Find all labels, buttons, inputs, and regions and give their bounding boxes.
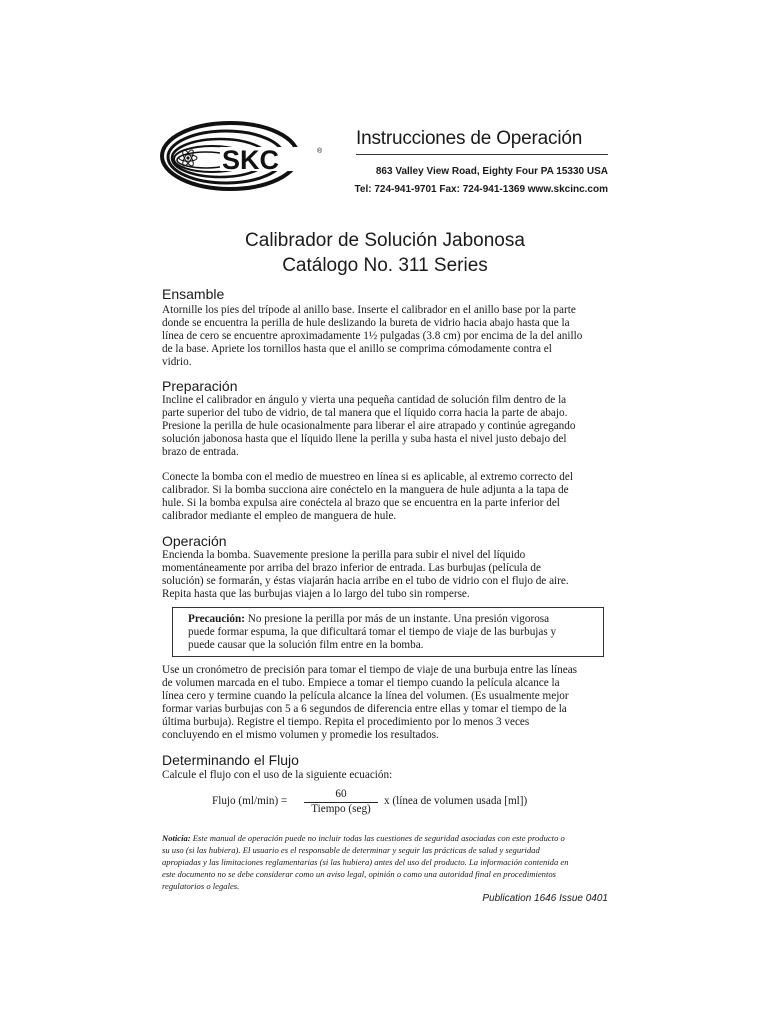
company-contact: Tel: 724-941-9701 Fax: 724-941-1369 www.skcinc.com [354, 184, 608, 195]
equation-rhs: x (línea de volumen usada [ml]) [384, 795, 528, 807]
doc-title-line2: Catálogo No. 311 Series [282, 255, 488, 276]
heading-flujo: Determinando el Flujo [162, 752, 299, 768]
text-line: momentáneamente por arriba del brazo inferior de entrada. Las burbujas (película de [162, 562, 541, 574]
caution-line [188, 613, 598, 626]
text-line: de volumen marcada en el tubo. Empiece a tomar el tiempo cuando la película alcance la [162, 677, 560, 689]
text-line: Atornille los pies del trípode al anillo base. Inserte el calibrador en el anillo base por la parte [162, 304, 576, 316]
company-address: 863 Valley View Road, Eighty Four PA 15330 USA [375, 166, 608, 177]
text-line: Encienda la bomba. Suavemente presione la perilla para subir el nivel del líquido [162, 549, 526, 561]
caution-line: puede causar que la solución film entre en la bomba. [188, 639, 424, 651]
header-divider [356, 154, 608, 155]
notice-line: su uso (si las hubiera). El usuario es el responsable de determinar y seguir las prácticas de salud y seguridad [162, 845, 540, 855]
ensamble-paragraph [162, 304, 608, 369]
notice-line: apropiadas y las limitaciones reglamentarias (si las hubiera) antes del uso del producto. La información contenida en [162, 857, 569, 867]
text-line: de la base. Apriete los tornillos hasta que el anillo se comprima cómodamente contra el [162, 343, 552, 355]
text-line: Conecte la bomba con el medio de muestreo en línea si es aplicable, al extremo correcto del [162, 471, 573, 483]
equation-denominator: Tiempo (seg) [311, 803, 371, 815]
text-line: donde se encuentra la perilla de hule deslizando la bureta de vidrio hacia abajo hasta que la [162, 317, 570, 329]
caution-label: Precaución: [188, 613, 245, 625]
caution-text [188, 613, 598, 652]
notice-line: este documento no se debe considerar como un aviso legal, opinión o como una autoridad final en procedimientos [162, 869, 556, 879]
text-line: concluyendo en el mismo volumen y promedie los resultados. [162, 729, 439, 741]
text-line: última burbuja). Registre el tiempo. Repita el procedimiento por lo menos 3 veces [162, 716, 530, 728]
notice-label: Noticia: [162, 833, 191, 843]
text-line: brazo de entrada. [162, 446, 239, 458]
header-title: Instrucciones de Operación [356, 128, 583, 149]
notice-line: regulatorios o legales. [162, 881, 240, 891]
svg-text:®: ® [317, 148, 323, 155]
text-line: Repita hasta que las burbujas viajen a lo largo del tubo sin romperse. [162, 588, 470, 600]
text-line: calibrador mediante el empleo de manguera de hule. [162, 510, 397, 522]
text-line: solución jabonosa hasta que el líquido llene la perilla y suba hasta el nivel justo debajo del [162, 433, 567, 445]
text-line: línea cero y termine cuando la película alcance la línea del volumen. (Es usualmente mejor [162, 690, 569, 702]
notice-paragraph [162, 832, 608, 892]
heading-preparacion: Preparación [162, 378, 238, 394]
doc-title-line1: Calibrador de Solución Jabonosa [245, 230, 525, 251]
preparacion-paragraph-2 [162, 471, 608, 523]
text-line: Incline el calibrador en ángulo y vierta una pequeña cantidad de solución film dentro de la [162, 394, 567, 406]
text-line: calibrador. Si la bomba succiona aire conéctelo en la manguera de hule adjunta a la tapa de [162, 484, 569, 496]
notice-line [162, 832, 608, 844]
caution-line-text: No presione la perilla por más de un instante. Una presión vigorosa [244, 613, 550, 625]
text-line: formar varias burbujas con 5 a 6 segundos de diferencia entre ellas y tomar el tiempo de la [162, 703, 567, 715]
preparacion-paragraph-1 [162, 394, 608, 459]
publication-info: Publication 1646 Issue 0401 [482, 893, 608, 904]
svg-text:SKC: SKC [222, 145, 280, 175]
text-line: vidrio. [162, 356, 192, 368]
operacion-paragraph-1 [162, 549, 608, 601]
flujo-intro [162, 769, 608, 782]
text-line: Presione la perilla de hule ocasionalmente para liberar el aire atrapado y continúe agregando [162, 420, 576, 432]
skc-logo [160, 120, 328, 192]
text-line: hule. Si la bomba expulsa aire conéctela al brazo que se encuentra en la parte inferior del [162, 497, 560, 509]
operacion-paragraph-2 [162, 664, 608, 742]
equation-numerator: 60 [335, 788, 347, 800]
notice-line-text: Este manual de operación puede no incluir todas las cuestiones de seguridad asociadas con este producto o [190, 833, 565, 843]
text-line: parte superior del tubo de vidrio, de tal manera que el líquido corra hacia la parte de abajo. [162, 407, 568, 419]
caution-line: puede formar espuma, la que dificultará tomar el tiempo de viaje de las burbujas y [188, 626, 557, 638]
text-line: Calcule el flujo con el uso de la siguiente ecuación: [162, 769, 393, 781]
text-line: línea de cero se encuentre aproximadamente 1½ pulgadas (3.8 cm) por encima de la del anillo [162, 330, 583, 342]
text-line: solución) se formarán, y éstas viajarán hacia arribe en el tubo de vidrio con el flujo de aire. [162, 575, 569, 587]
logo-graphic [160, 120, 328, 192]
heading-ensamble: Ensamble [162, 286, 225, 302]
text-line: Use un cronómetro de precisión para tomar el tiempo de viaje de una burbuja entre las líneas [162, 664, 578, 676]
equation-lhs: Flujo (ml/min) = [212, 795, 288, 807]
heading-operacion: Operación [162, 533, 227, 549]
